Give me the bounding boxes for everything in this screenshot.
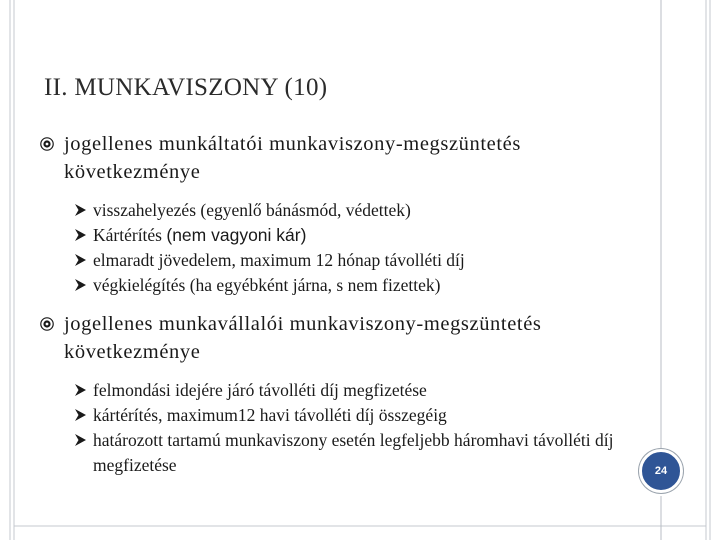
gear-bullet-icon — [40, 137, 54, 151]
arrowhead-bullet-icon — [75, 409, 86, 421]
sub-item-1-4-text: végkielégítés (ha egyébként járna, s nem fizettek) — [93, 275, 441, 295]
arrowhead-bullet-icon — [75, 279, 86, 291]
arrowhead-bullet-icon — [75, 204, 86, 216]
sub-item-2-3 — [75, 428, 640, 478]
sub-item-1-1-text: visszahelyezés (egyenlő bánásmód, védettek) — [93, 200, 411, 220]
bullet-item-2-text: jogellenes munkavállalói munkaviszony-megszüntetés következménye — [64, 313, 542, 363]
sub-item-2-2 — [75, 403, 640, 428]
bullet-item-2 — [40, 310, 640, 366]
sub-item-2-3-text: határozott tartamú munkaviszony esetén legfeljebb háromhavi távolléti díj megfizetése — [93, 430, 614, 475]
arrowhead-bullet-icon — [75, 229, 86, 241]
sub-item-1-2-text: Kártérítés — [93, 225, 167, 245]
sub-item-1-3-text: elmaradt jövedelem, maximum 12 hónap távolléti díj — [93, 250, 465, 270]
gear-bullet-icon — [40, 317, 54, 331]
sub-item-1-3 — [75, 248, 640, 273]
sub-item-2-2-text: kártérítés, maximum12 havi távolléti díj összegéig — [93, 405, 447, 425]
bullet-item-1-text: jogellenes munkáltatói munkaviszony-megszüntetés következménye — [64, 133, 521, 183]
slide-title: II. MUNKAVISZONY (10) — [44, 74, 328, 101]
sub-item-2-1 — [75, 378, 640, 403]
sub-item-1-4 — [75, 273, 640, 298]
arrowhead-bullet-icon — [75, 384, 86, 396]
sub-item-1-2 — [75, 223, 640, 248]
bullet-item-2-sublist — [75, 378, 640, 478]
page-number-badge: 24 — [639, 449, 683, 493]
sub-item-1-2-text-sans: (nem vagyoni kár) — [166, 225, 307, 245]
bullet-item-1-sublist — [75, 198, 640, 298]
sub-item-2-1-text: felmondási idejére járó távolléti díj megfizetése — [93, 380, 427, 400]
slide-content — [40, 130, 640, 490]
sub-item-1-1 — [75, 198, 640, 223]
arrowhead-bullet-icon — [75, 254, 86, 266]
arrowhead-bullet-icon — [75, 434, 86, 446]
bullet-item-1 — [40, 130, 640, 186]
